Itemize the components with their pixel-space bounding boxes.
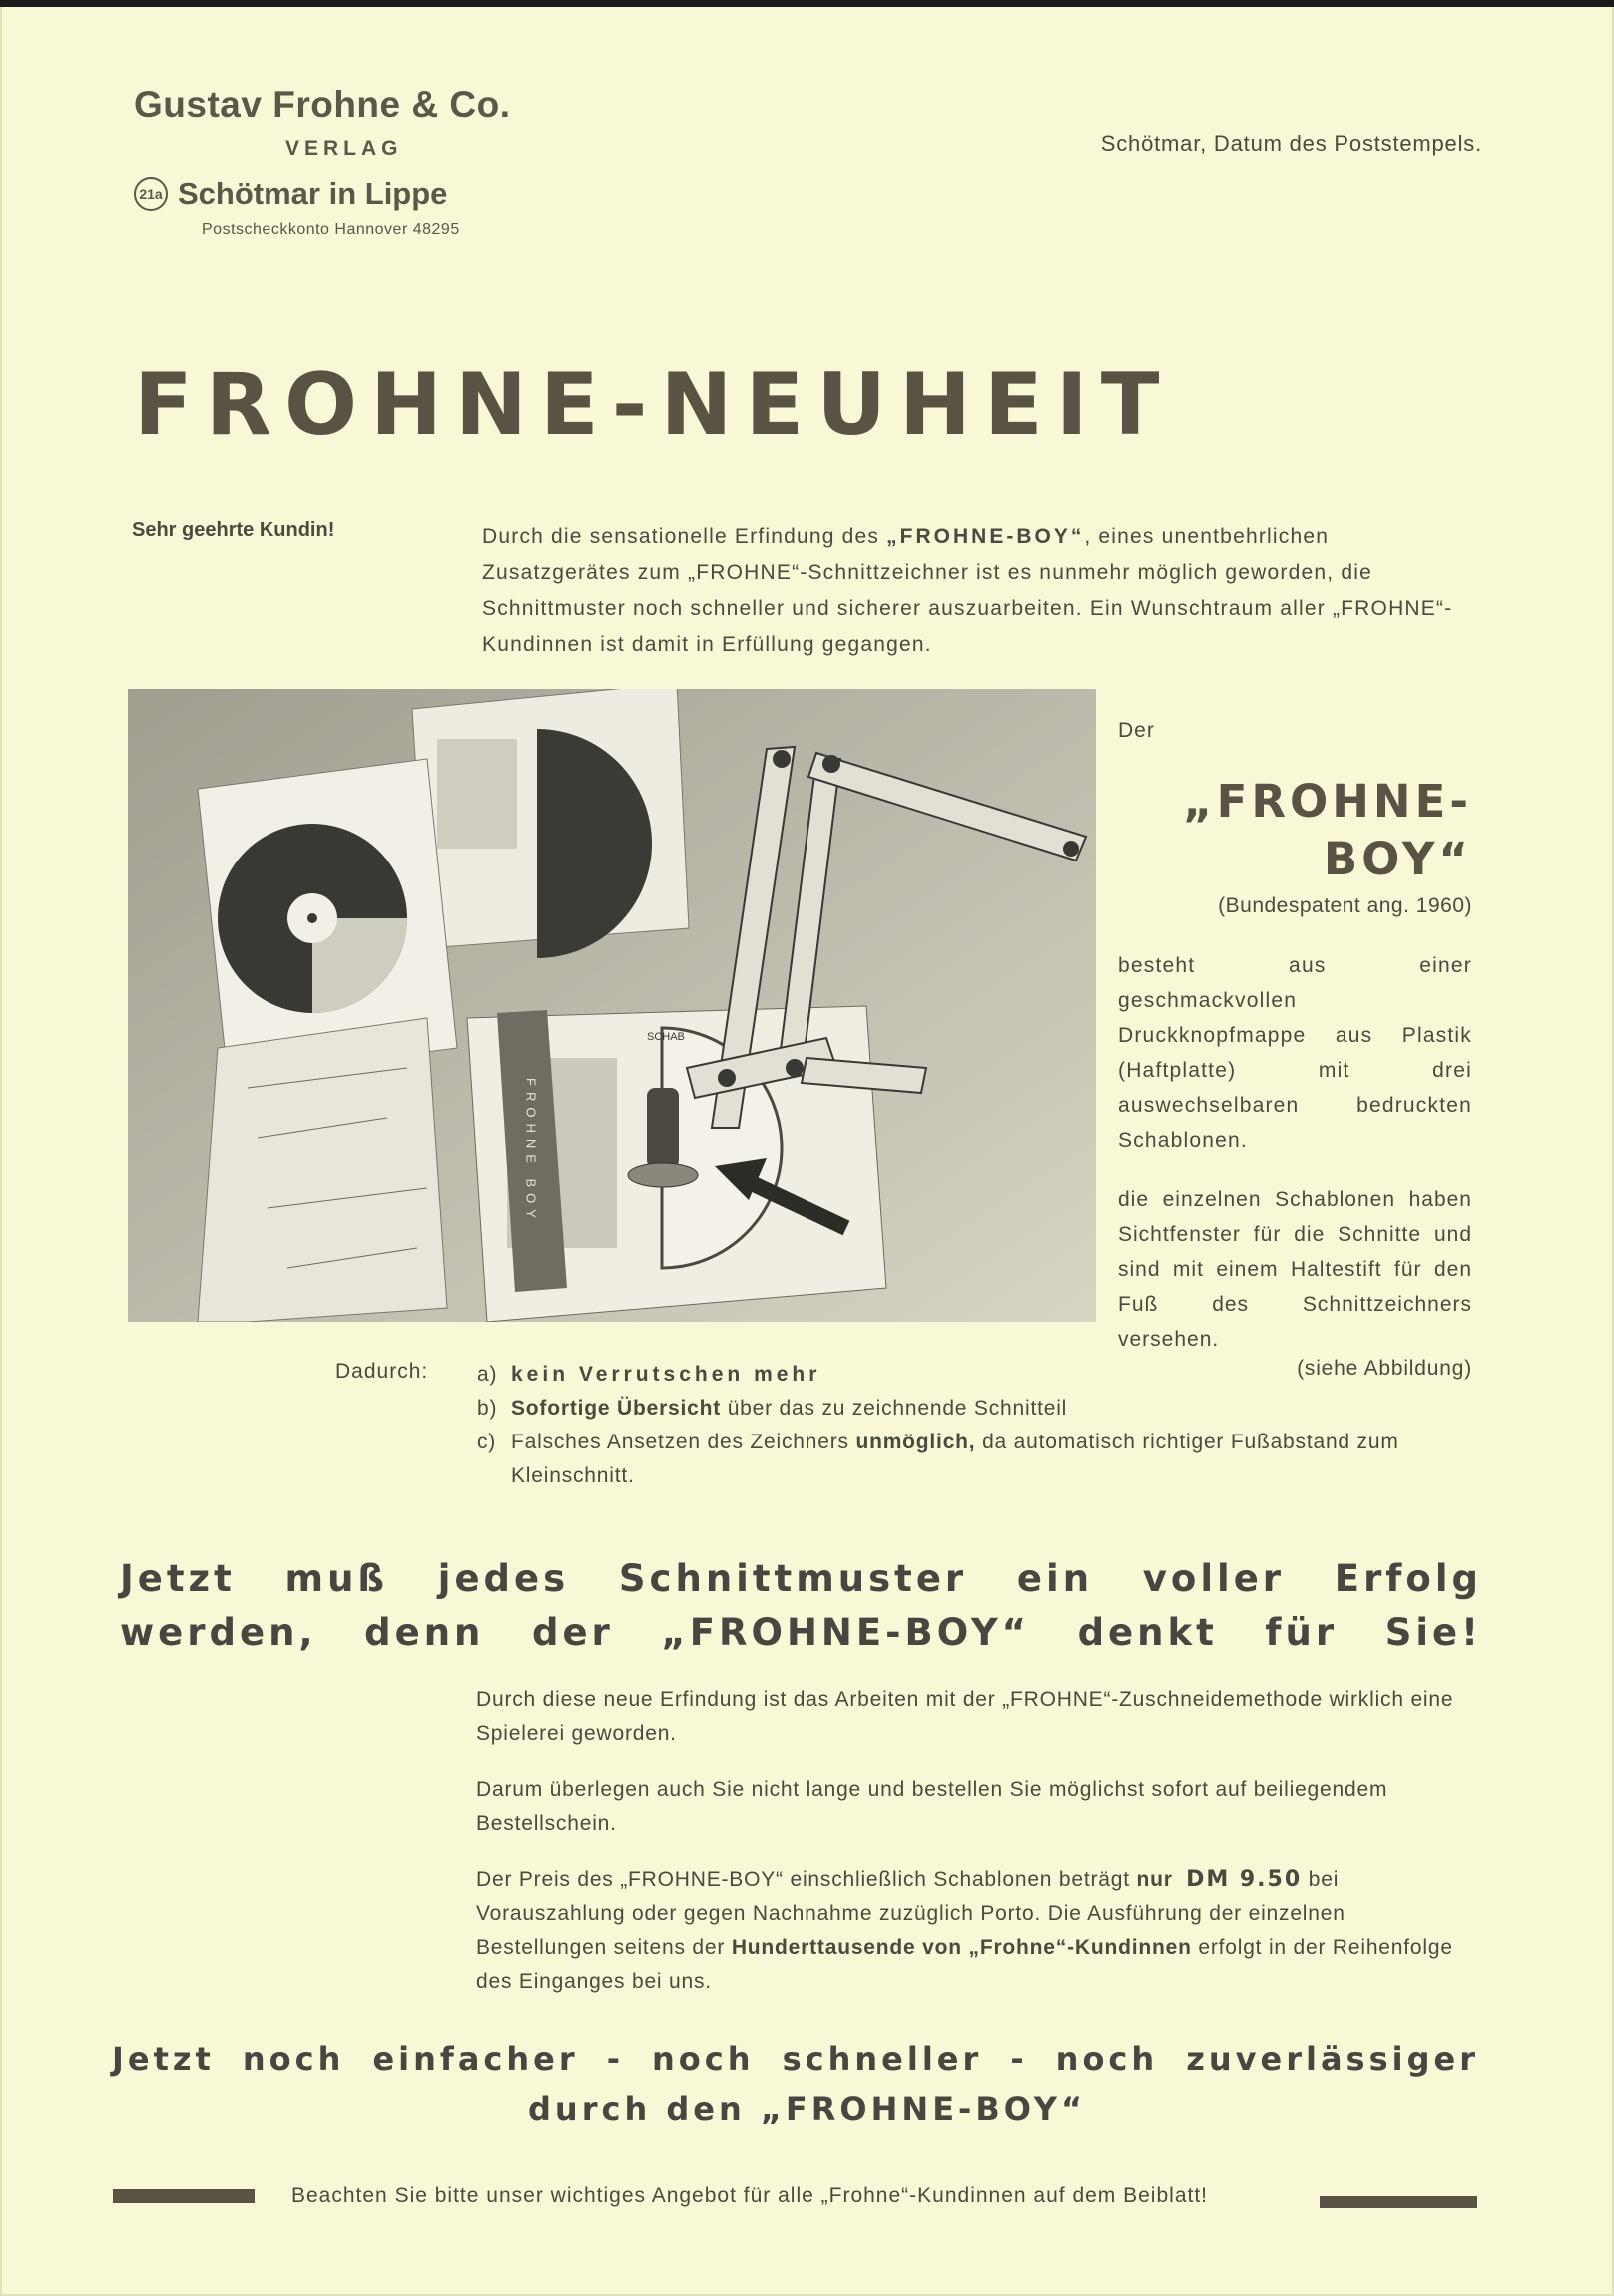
stylus-base	[628, 1163, 698, 1187]
body-paragraph-1: Durch diese neue Erfindung ist das Arbeiten mit der „FROHNE“-Zuschneidemethode wirklich eine Spielerei geworden.	[476, 1688, 1454, 1745]
product-title-line1: „FROHNE-	[1183, 775, 1472, 828]
body-paragraph-2: Darum überlegen auch Sie nicht lange und bestellen Sie möglichst sofort auf beiliegendem Bestellschein.	[476, 1778, 1388, 1835]
price-terms: bei Vorauszahlung oder gegen Nachnahme zuzüglich Porto. Die Ausführung der einzelnen Bestellungen seitens der	[476, 1868, 1345, 1959]
item-label: c)	[477, 1431, 497, 1453]
top-border	[0, 0, 1614, 7]
pattern-sheet	[198, 1018, 447, 1322]
product-title	[1118, 773, 1472, 888]
salutation: Sehr geehrte Kundin!	[132, 519, 335, 541]
headline: FROHNE-NEUHEIT	[134, 355, 1173, 455]
template-label: SCHAB	[647, 1031, 685, 1043]
date-line: Schötmar, Datum des Poststempels.	[1100, 131, 1482, 156]
benefits-lead: Dadurch:	[335, 1360, 429, 1383]
list-item	[477, 1426, 1475, 1493]
stylus-foot	[647, 1088, 679, 1168]
item-c-text: da automatisch richtiger Fußabstand zum Kleinschnitt.	[511, 1431, 1399, 1487]
city-line	[134, 176, 447, 212]
order-note: erfolgt in der Reihenfolge des Einganges bei uns.	[476, 1936, 1453, 1993]
item-label: a)	[477, 1363, 498, 1386]
footer-bar-right	[1320, 2196, 1477, 2208]
postal-account: Postscheckkonto Hannover 48295	[202, 221, 460, 238]
body-paragraph-3	[476, 1863, 1479, 1999]
ruler-label: FROHNE BOY	[523, 1078, 539, 1224]
slogan	[120, 1552, 1482, 1660]
city: Schötmar in Lippe	[178, 176, 448, 211]
price: DM 9.50	[1186, 1867, 1303, 1892]
sidebar-reference: (siehe Abbildung)	[1297, 1357, 1472, 1380]
item-label: b)	[477, 1397, 498, 1420]
publisher-label: VERLAG	[285, 137, 403, 160]
item-a-bold: kein Verrutschen mehr	[511, 1363, 821, 1386]
customer-count: Hunderttausende von „Frohne“-Kundinnen	[731, 1936, 1192, 1959]
slogan-line2: werden, denn der „FROHNE-BOY“ denkt für Sie!	[120, 1611, 1482, 1654]
item-b-text: über das zu zeichnende Schnitteil	[721, 1397, 1068, 1420]
slogan-line1: Jetzt muß jedes Schnittmuster ein voller Erfolg	[120, 1557, 1482, 1600]
footer-note: Beachten Sie bitte unser wichtiges Angebot für alle „Frohne“-Kundinnen auf dem Beiblatt!	[291, 2184, 1209, 2207]
closing-line-1: Jetzt noch einfacher - noch schneller - noch zuverlässiger	[112, 2040, 1479, 2078]
text-block	[437, 739, 517, 849]
benefits-list	[477, 1358, 1475, 1493]
item-c-start: Falsches Ansetzen des Zeichners	[511, 1431, 856, 1453]
item-b-bold: Sofortige Übersicht	[511, 1397, 722, 1420]
closing-line-2: durch den „FROHNE-BOY“	[528, 2090, 1086, 2128]
patent-note: (Bundespatent ang. 1960)	[1218, 894, 1472, 917]
body-text	[476, 1683, 1479, 2020]
intro-product: „FROHNE-BOY“	[886, 525, 1085, 548]
product-title-line2: BOY“	[1323, 833, 1472, 885]
intro-part1: Durch die sensationelle Erfindung des	[482, 525, 887, 548]
sidebar-description-2: die einzelnen Schablonen haben Sichtfenster für die Schnitte und sind mit einem Haltestift für den Fuß des Schnittzeichners versehen.	[1118, 1188, 1472, 1351]
footer-bar-left	[113, 2189, 255, 2203]
product-sidebar	[1118, 719, 1472, 1381]
disc-pin	[307, 913, 317, 923]
price-intro: Der Preis des „FROHNE-BOY“ einschließlich Schablonen beträgt	[476, 1868, 1137, 1891]
sidebar-description-1: besteht aus einer geschmackvollen Druckknopfmappe aus Plastik (Haftplatte) mit drei auswechselbaren bedruckten Schablonen.	[1118, 954, 1472, 1152]
company-name: Gustav Frohne & Co.	[134, 84, 511, 125]
sidebar-der: Der	[1118, 719, 1155, 742]
item-c-bold: unmöglich,	[855, 1431, 976, 1453]
intro-part2: , eines unentbehrlichen Zusatzgerätes zum „FROHNE“-Schnittzeichner ist es nunmehr möglich geworden, die Schnittmuster noch schneller und sicherer auszuarbeiten. Ein Wunschtraum aller „FROHNE“-Kundinnen ist damit in Erfüllung gegangen.	[482, 525, 1453, 656]
product-photo	[128, 689, 1096, 1322]
list-item	[477, 1358, 1475, 1392]
price-nur: nur	[1136, 1868, 1173, 1891]
intro-paragraph	[482, 519, 1480, 663]
zip-badge: 21a	[134, 177, 168, 211]
list-item	[477, 1392, 1475, 1426]
